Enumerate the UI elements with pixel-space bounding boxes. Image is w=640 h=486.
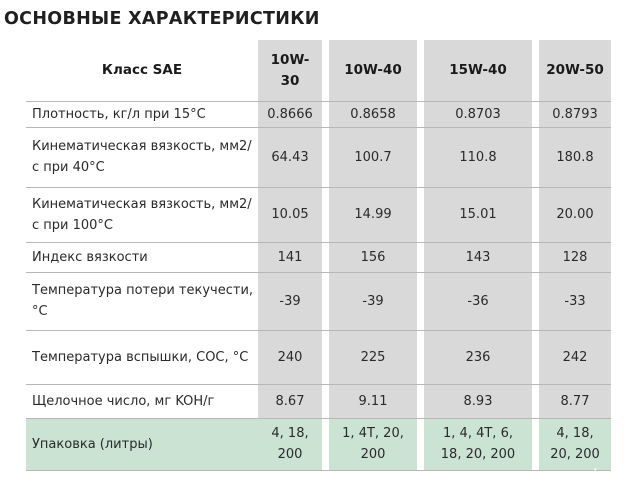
row-value: 225 xyxy=(360,349,386,365)
row-value: 110.8 xyxy=(459,149,497,165)
row-label: Кинематическая вязкость, мм2/с при 100°C xyxy=(32,196,252,233)
row-value: -39 xyxy=(362,293,384,309)
row-divider xyxy=(26,470,611,471)
row-value: 141 xyxy=(277,249,303,265)
row-value: 242 xyxy=(562,349,588,365)
column-separator xyxy=(532,40,539,470)
row-value: 4, 18, 200 xyxy=(271,426,309,462)
row-value: 0.8658 xyxy=(350,106,396,122)
row-value: 1, 4, 4T, 6, 18, 20, 200 xyxy=(440,426,516,462)
row-value: 1, 4T, 20, 200 xyxy=(342,426,404,462)
row-value: 0.8703 xyxy=(455,106,501,122)
row-value: 9.11 xyxy=(358,393,388,409)
row-value: 0.8666 xyxy=(267,106,313,122)
row-value: 64.43 xyxy=(271,149,309,165)
row-value: 128 xyxy=(562,249,588,265)
header-class-sae: Класс SAE xyxy=(101,62,183,78)
column-separator xyxy=(322,40,329,470)
row-value: 0.8793 xyxy=(552,106,598,122)
row-label: Температура вспышки, COC, °C xyxy=(32,349,249,365)
row-value: 143 xyxy=(465,249,491,265)
page-title: ОСНОВНЫЕ ХАРАКТЕРИСТИКИ xyxy=(4,9,320,29)
header-grade-15w-40: 15W-40 xyxy=(449,62,507,78)
row-value: 156 xyxy=(360,249,386,265)
row-label: Плотность, кг/л при 15°C xyxy=(32,106,206,122)
row-value: 8.77 xyxy=(560,393,590,409)
column-separator xyxy=(417,40,424,470)
row-value: 240 xyxy=(277,349,303,365)
header-grade-10w-30: 10W-30 xyxy=(270,51,310,89)
row-label: Упаковка (литры) xyxy=(32,436,153,452)
row-value: -33 xyxy=(564,293,586,309)
watermark: youla.ru xyxy=(560,465,634,484)
row-value: 100.7 xyxy=(354,149,392,165)
row-value: 20.00 xyxy=(556,207,594,222)
row-label: Кинематическая вязкость, мм2/с при 40°C xyxy=(32,139,252,175)
row-value: -39 xyxy=(279,293,301,309)
row-value: 236 xyxy=(465,349,491,365)
row-value: 15.01 xyxy=(459,207,497,222)
row-value: 14.99 xyxy=(354,207,392,222)
row-label: Индекс вязкости xyxy=(32,249,148,265)
row-value: 10.05 xyxy=(271,207,309,222)
header-grade-20w-50: 20W-50 xyxy=(546,62,604,78)
row-value: 8.93 xyxy=(463,393,493,409)
row-value: 8.67 xyxy=(275,393,305,409)
row-value: 4, 18, 20, 200 xyxy=(550,426,600,462)
row-value: 180.8 xyxy=(556,149,594,165)
header-grade-10w-40: 10W-40 xyxy=(344,62,402,78)
row-label: Щелочное число, мг KOH/г xyxy=(32,393,215,409)
row-label: Температура потери текучести,°C xyxy=(32,283,254,319)
row-value: -36 xyxy=(467,293,489,309)
